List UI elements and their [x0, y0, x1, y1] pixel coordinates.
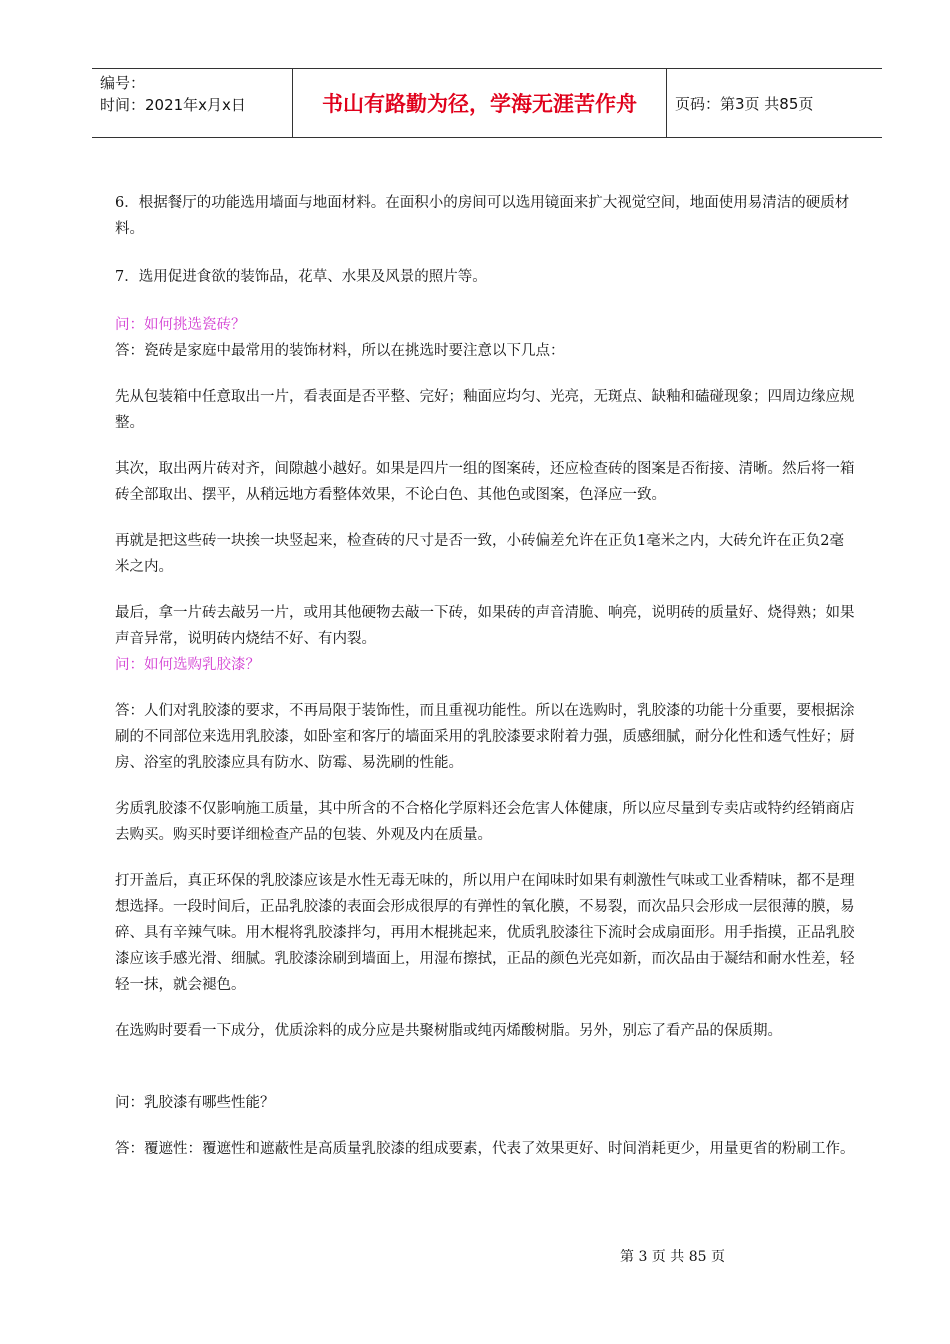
paragraph: 其次，取出两片砖对齐，间隙越小越好。如果是四片一组的图案砖，还应检查砖的图案是否衔接、清晰。然后将一箱砖全部取出、摆平，从稍远地方看整体效果，不论白色、其他色或图案，色泽应一致。 [115, 461, 855, 503]
question-heading: 问：如何选购乳胶漆？ [115, 657, 260, 673]
question-heading: 问：乳胶漆有哪些性能？ [115, 1095, 275, 1111]
motto: 书山有路勤为径，学海无涯苦作舟 [292, 69, 667, 137]
page-number-label: 页码：第3页 共85页 [675, 94, 814, 113]
paragraph: 先从包装箱中任意取出一片，看表面是否平整、完好；釉面应均匀、光亮，无斑点、缺釉和磕碰现象；四周边缘应规整。 [115, 389, 855, 431]
header-left [100, 72, 246, 116]
paragraph: 答：瓷砖是家庭中最常用的装饰材料，所以在挑选时要注意以下几点： [115, 343, 565, 359]
paragraph: 答：覆遮性：覆遮性和遮蔽性是高质量乳胶漆的组成要素，代表了效果更好、时间消耗更少，用量更省的粉刷工作。 [115, 1141, 855, 1157]
paragraph: 最后，拿一片砖去敲另一片，或用其他硬物去敲一下砖，如果砖的声音清脆、响亮，说明砖的质量好、烧得熟；如果声音异常，说明砖内烧结不好、有内裂。 [115, 605, 855, 647]
paragraph: 7．选用促进食欲的装饰品，花草、水果及风景的照片等。 [115, 269, 487, 285]
page-footer: 第 3 页 共 85 页 [620, 1249, 725, 1265]
paragraph: 劣质乳胶漆不仅影响施工质量，其中所含的不合格化学原料还会危害人体健康，所以应尽量到专卖店或特约经销商店去购买。购买时要详细检查产品的包装、外观及内在质量。 [115, 801, 855, 843]
paragraph: 在选购时要看一下成分，优质涂料的成分应是共聚树脂或纯丙烯酸树脂。另外，别忘了看产品的保质期。 [115, 1023, 782, 1039]
question-heading: 问：如何挑选瓷砖？ [115, 317, 246, 333]
paragraph: 打开盖后，真正环保的乳胶漆应该是水性无毒无味的，所以用户在闻味时如果有刺激性气味或工业香精味，都不是理想选择。一段时间后，正品乳胶漆的表面会形成很厚的有弹性的氧化膜，不易裂，而次品只会形成一层很薄的膜，易碎、具有辛辣气味。用木棍将乳胶漆拌匀，再用木棍挑起来，优质乳胶漆往下流时会成扇面形。用手指摸，正品乳胶漆应该手感光滑、细腻。乳胶漆涂刷到墙面上，用湿布擦拭，正品的颜色光亮如新，而次品由于凝结和耐水性差，轻轻一抹，就会褪色。 [115, 873, 855, 993]
paragraph: 6．根据餐厅的功能选用墙面与地面材料。在面积小的房间可以选用镜面来扩大视觉空间，地面使用易清洁的硬质材料。 [115, 195, 850, 237]
paragraph: 答：人们对乳胶漆的要求，不再局限于装饰性，而且重视功能性。所以在选购时，乳胶漆的功能十分重要，要根据涂刷的不同部位来选用乳胶漆，如卧室和客厅的墙面采用的乳胶漆要求附着力强，质感细腻，耐分化性和透气性好；厨房、浴室的乳胶漆应具有防水、防霉、易洗刷的性能。 [115, 703, 855, 771]
date-label: 时间：2021年x月x日 [100, 96, 246, 114]
page-header [92, 68, 882, 138]
document-body [115, 190, 855, 1162]
paragraph: 再就是把这些砖一块挨一块竖起来，检查砖的尺寸是否一致，小砖偏差允许在正负1毫米之内，大砖允许在正负2毫米之内。 [115, 533, 844, 575]
serial-number-label: 编号： [100, 74, 146, 92]
